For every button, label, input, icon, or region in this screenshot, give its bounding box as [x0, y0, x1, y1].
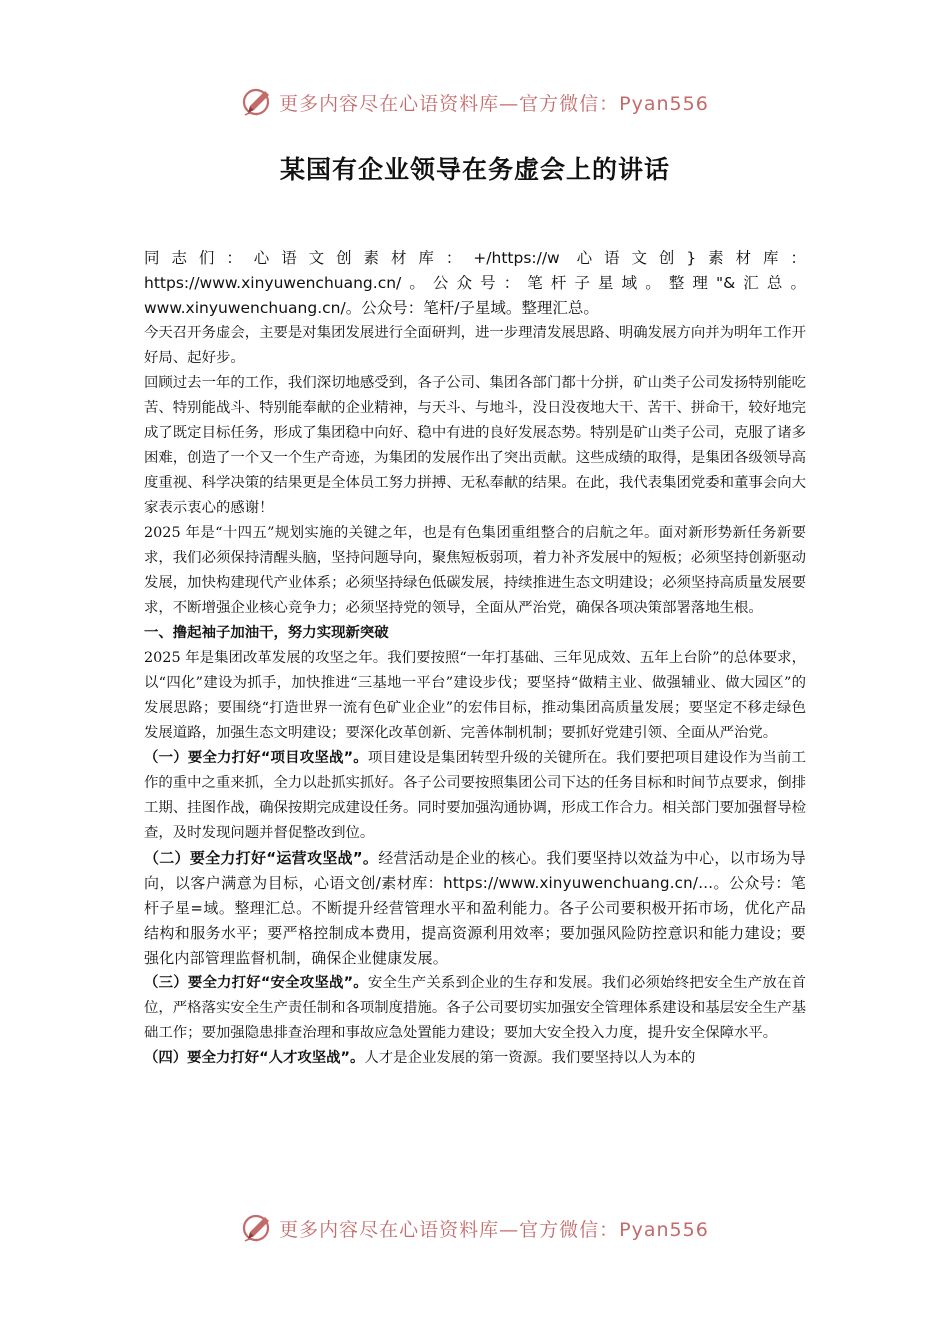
item-3	[144, 971, 806, 1046]
header-banner	[0, 82, 950, 122]
pen-logo-icon	[241, 1211, 275, 1245]
paragraph-4: 2025 年是集团改革发展的攻坚之年。我们要按照“一年打基础、三年见成效、五年上台阶”的总体要求，以“四化”建设为抓手，加快推进“三基地一平台”建设步伐；要坚持“做精主业、做强辅业、做大园区”的发展思路；要围绕“打造世界一流有色矿业企业”的宏伟目标，推动集团高质量发展；要坚定不移走绿色发展道路，加强生态文明建设；要深化改革创新、完善体制机制；要抓好党建引领、全面从严治党。	[144, 650, 806, 741]
item-4-lead: （四）要全力打好“人才攻坚战”。	[144, 1050, 365, 1066]
item-2-text: 经营活动是企业的核心。我们要坚持以效益为中心，以市场为导向，以客户满意为目标，心语文创/素材库：https://www.xinyuwenchuang.cn/…。公众号：笔杆子星=域。整理汇总。不断提升经营管理水平和盈利能力。各子公司要积极开拓市场，优化产品结构和服务水平；要严格控制成本费用，提高资源利用效率；要加强风险防控意识和能力建设；要强化内部管理监督机制，确保企业健康发展。	[144, 849, 806, 967]
header-banner-text: 更多内容尽在心语资料库—官方微信：Pyan556	[279, 92, 709, 115]
section-heading-1: 一、撸起袖子加油干，努力实现新突破	[144, 625, 389, 641]
item-4	[144, 1046, 806, 1071]
paragraph-3: 2025 年是“十四五”规划实施的关键之年，也是有色集团重组整合的启航之年。面对新形势新任务新要求，我们必须保持清醒头脑，坚持问题导向，聚焦短板弱项，着力补齐发展中的短板；必须坚持创新驱动发展，加快构建现代产业体系；必须坚持绿色低碳发展，持续推进生态文明建设；必须坚持高质量发展要求，不断增强企业核心竞争力；必须坚持党的领导，全面从严治党，确保各项决策部署落地生根。	[144, 525, 806, 616]
document-body	[144, 246, 806, 1071]
paragraph-1: 今天召开务虚会，主要是对集团发展进行全面研判，进一步理清发展思路、明确发展方向并为明年工作开好局、起好步。	[144, 325, 806, 366]
item-1	[144, 746, 806, 846]
document-title: 某国有企业领导在务虚会上的讲话	[279, 155, 670, 184]
footer-banner-text: 更多内容尽在心语资料库—官方微信：Pyan556	[279, 1218, 709, 1241]
greeting: 同志们：心语文创素材库：+/https://w 心语文创}素材库：https://www.xinyuwenchuang.cn/。公众号：笔杆子星域。整理"&汇总。www.xinyuwenchuang.cn/。公众号：笔杆/子星域。整理汇总。	[144, 249, 806, 317]
item-3-lead: （三）要全力打好“安全攻坚战”。	[144, 975, 368, 991]
item-4-text: 人才是企业发展的第一资源。我们要坚持以人为本的	[364, 1050, 696, 1066]
pen-logo-icon	[241, 85, 275, 119]
item-1-lead: （一）要全力打好“项目攻坚战”。	[144, 750, 368, 766]
item-2-lead: （二）要全力打好“运营攻坚战”。	[144, 849, 379, 867]
item-3-text: 安全生产关系到企业的生存和发展。我们必须始终把安全生产放在首位，严格落实安全生产责任制和各项制度措施。各子公司要切实加强安全管理体系建设和基层安全生产基础工作；要加强隐患排查治理和事故应急处置能力建设；要加大安全投入力度，提升安全保障水平。	[144, 975, 806, 1041]
paragraph-2: 回顾过去一年的工作，我们深切地感受到，各子公司、集团各部门都十分拼，矿山类子公司发扬特别能吃苦、特别能战斗、特别能奉献的企业精神，与天斗、与地斗，没日没夜地大干、苦干、拼命干，较好地完成了既定目标任务，形成了集团稳中向好、稳中有进的良好发展态势。特别是矿山类子公司，克服了诸多困难，创造了一个又一个生产奇迹，为集团的发展作出了突出贡献。这些成绩的取得，是集团各级领导高度重视、科学决策的结果更是全体员工努力拼搏、无私奉献的结果。在此，我代表集团党委和董事会向大家表示衷心的感谢！	[144, 375, 806, 516]
footer-banner	[0, 1208, 950, 1248]
item-2	[144, 846, 806, 971]
item-1-text: 项目建设是集团转型升级的关键所在。我们要把项目建设作为当前工作的重中之重来抓，全力以赴抓实抓好。各子公司要按照集团公司下达的任务目标和时间节点要求，倒排工期、挂图作战，确保按期完成建设任务。同时要加强沟通协调，形成工作合力。相关部门要加强督导检查，及时发现问题并督促整改到位。	[144, 750, 806, 841]
